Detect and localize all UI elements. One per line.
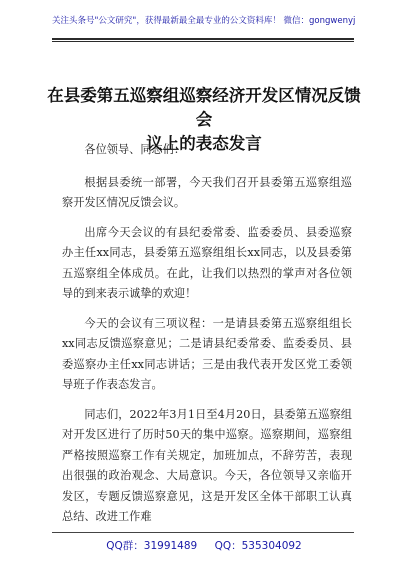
paragraph-1: 根据县委统一部署，今天我们召开县委第五巡察组巡察开发区情况反馈会议。 — [62, 175, 352, 209]
title-line-1: 在县委第五巡察组巡察经济开发区情况反馈会 — [47, 86, 361, 129]
footer — [0, 538, 408, 553]
paragraph-3: 今天的会议有三项议程：一是请县委第五巡察组组长xx同志反馈巡察意见；二是请县纪委常委、监委委员、县委巡察办主任xx同志讲话；三是由我代表开发区党工委领导班子作表态发言。 — [62, 316, 352, 391]
title-line-2: 议上的表态发言 — [146, 134, 262, 153]
header-banner: 关注头条号"公文研究"，获得最新最全最专业的公文资料库！ 微信：gongwenyj — [52, 16, 356, 26]
paragraph-4: 同志们，2022年3月1日至4月20日，县委第五巡察组对开发区进行了历时50天的集中巡察。巡察期间，巡察组严格按照巡察工作有关规定，加班加点，不辞劳苦，表现出很强的政治观念、大局意识。今天，各位领导又亲临开发区，专题反馈巡察意见，这是开发区全体干部职工认真总结、改进工作难 — [62, 407, 352, 523]
footer-qq-group: QQ群：31991489 — [106, 540, 198, 552]
salutation: 各位领导、同志们： — [84, 143, 186, 156]
footer-qq: QQ：535304092 — [214, 540, 302, 552]
header-divider-thin — [52, 41, 354, 42]
paragraph-2: 出席今天会议的有县纪委常委、监委委员、县委巡察办主任xx同志，县委第五巡察组组长xx同志，以及县委第五巡察组全体成员。在此，让我们以热烈的掌声对各位领导的到来表示诚挚的欢迎！ — [62, 225, 352, 300]
document-body — [62, 140, 352, 537]
header-divider — [52, 38, 354, 40]
footer-divider — [52, 532, 354, 533]
